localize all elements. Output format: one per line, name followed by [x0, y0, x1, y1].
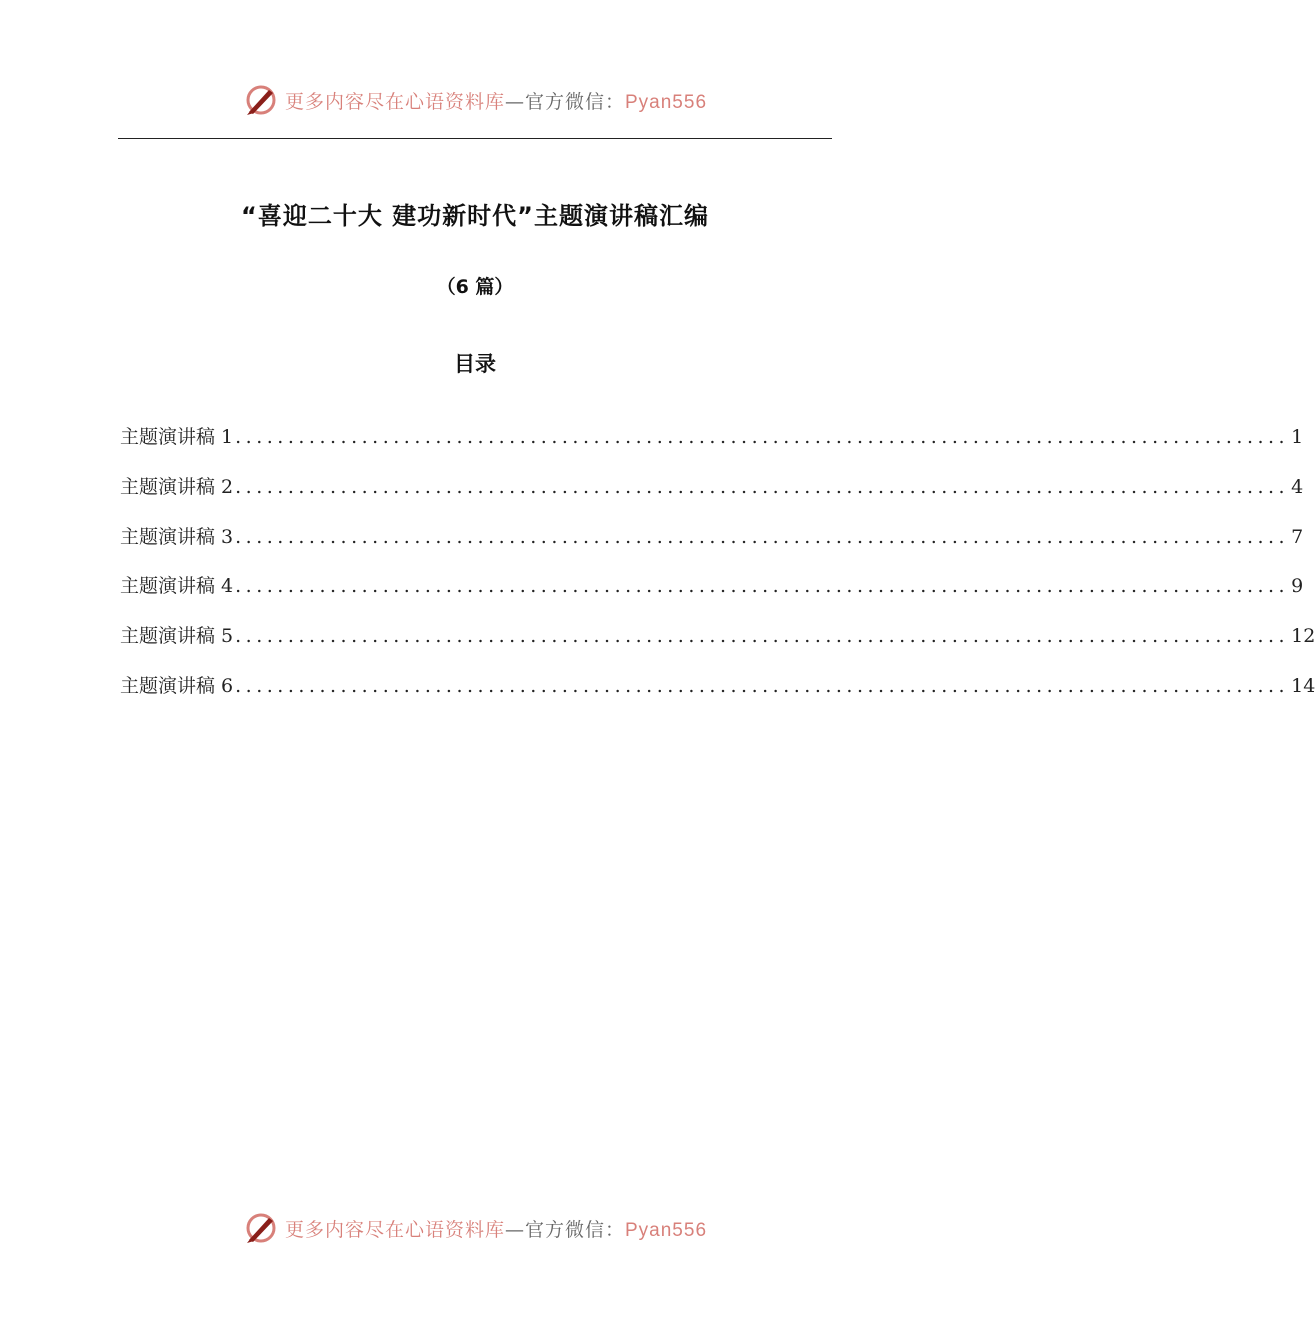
- toc-entry[interactable]: [120, 522, 1304, 572]
- toc-entry[interactable]: [120, 571, 1304, 621]
- watermark-separator: —: [504, 1218, 525, 1241]
- header-divider: [118, 138, 832, 139]
- toc-entry-page: 4: [1291, 475, 1304, 498]
- toc-entry-page: 9: [1291, 575, 1304, 598]
- toc-leader-dots: ....................................................................................................: [235, 475, 1290, 498]
- watermark-lead: 更多内容尽在心语资料库: [284, 90, 505, 113]
- toc-entry-label: 主题演讲稿 6: [120, 674, 234, 697]
- toc-leader-dots: ....................................................................................................: [235, 525, 1290, 548]
- document-subtitle: （6 篇）: [436, 276, 514, 298]
- toc-entry[interactable]: [120, 472, 1304, 522]
- toc-leader-dots: ....................................................................................................: [235, 674, 1290, 697]
- header-watermark: [0, 82, 950, 118]
- toc-entry-page: 7: [1291, 525, 1304, 548]
- toc-entry-page: 14: [1291, 674, 1315, 697]
- watermark-text: [285, 87, 707, 114]
- watermark-lead: 更多内容尽在心语资料库: [284, 1218, 505, 1241]
- footer-watermark: [0, 1210, 950, 1246]
- toc-entry[interactable]: [120, 671, 1315, 721]
- toc-entry-page: 12: [1291, 625, 1315, 648]
- watermark-wechat-id: Pyan556: [625, 91, 708, 113]
- toc-leader-dots: ....................................................................................................: [235, 625, 1290, 648]
- document-title: “喜迎二十大 建功新时代”主题演讲稿汇编: [241, 202, 709, 230]
- toc-entry-label: 主题演讲稿 4: [120, 575, 234, 598]
- toc-entry[interactable]: [120, 422, 1304, 472]
- toc-entry-label: 主题演讲稿 3: [120, 525, 234, 548]
- table-of-contents: [120, 422, 1315, 721]
- toc-leader-dots: ....................................................................................................: [235, 575, 1290, 598]
- watermark-text: [285, 1215, 707, 1242]
- toc-entry-label: 主题演讲稿 2: [120, 475, 234, 498]
- toc-entry[interactable]: [120, 621, 1315, 671]
- pen-circle-logo-icon: [243, 1210, 279, 1246]
- toc-entry-label: 主题演讲稿 5: [120, 625, 234, 648]
- toc-entry-label: 主题演讲稿 1: [120, 426, 234, 448]
- watermark-separator: —: [504, 90, 525, 113]
- toc-heading: 目录: [454, 352, 496, 376]
- pen-circle-logo-icon: [243, 82, 279, 118]
- watermark-wechat-id: Pyan556: [625, 1219, 708, 1241]
- watermark-middle: 官方微信：: [524, 1218, 625, 1241]
- watermark-middle: 官方微信：: [524, 90, 625, 113]
- toc-leader-dots: ....................................................................................................: [235, 426, 1290, 448]
- toc-entry-page: 1: [1291, 426, 1304, 448]
